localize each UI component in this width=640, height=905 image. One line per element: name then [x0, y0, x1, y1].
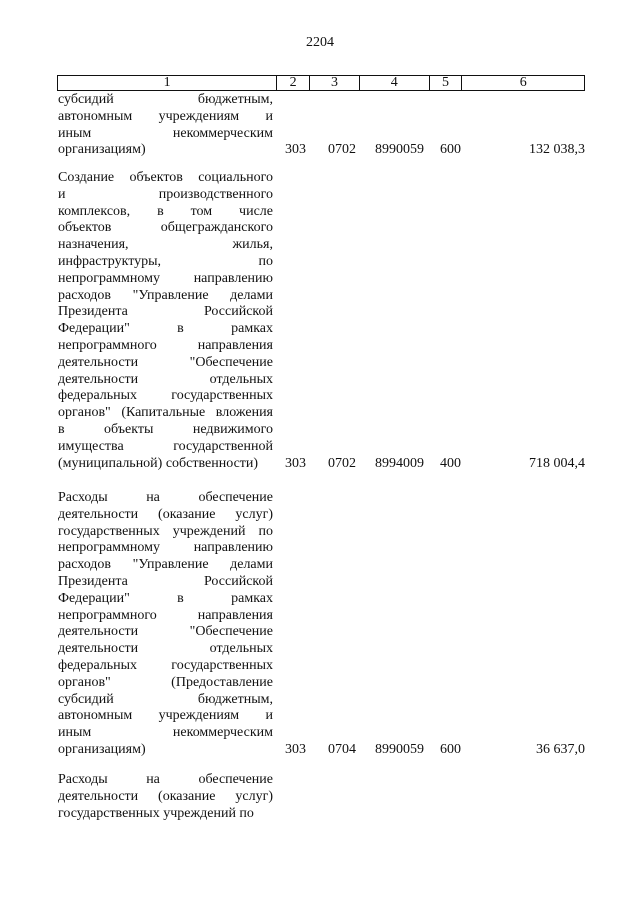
- table-row: [0, 772, 640, 822]
- row-description-line: в объекты недвижимого: [58, 422, 273, 437]
- row-description-line: деятельности (оказание услуг): [58, 788, 273, 804]
- table-row: [0, 490, 640, 759]
- row-cell-column-2: 303: [285, 742, 306, 757]
- row-description-line: автономным учреждениям и: [58, 708, 273, 724]
- row-description-line: Расходы на обеспечение: [58, 772, 273, 787]
- row-cell-column-4: 8994009: [375, 455, 424, 471]
- row-cell-column-4: 8990059: [375, 742, 424, 757]
- row-description-line: Президента Российской: [58, 304, 273, 320]
- row-description-line: Президента Российской: [58, 574, 273, 589]
- row-cell-column-2: 303: [285, 455, 306, 471]
- row-description-line: расходов "Управление делами: [58, 287, 273, 303]
- row-cell-column-3: 0702: [328, 455, 356, 471]
- row-description-line: органов" (Предоставление: [58, 674, 273, 690]
- row-description-line: субсидий бюджетным,: [58, 691, 273, 707]
- row-description-line: федеральных государственных: [58, 388, 273, 404]
- row-description-line: расходов "Управление делами: [58, 557, 273, 573]
- row-description-line: непрограммного направления: [58, 338, 273, 353]
- row-description-line: непрограммному направлению: [58, 540, 273, 556]
- header-column-5: 5: [429, 76, 462, 90]
- row-description-line: и производственного: [58, 186, 273, 202]
- row-description-line: (муниципальной) собственности): [58, 455, 259, 471]
- row-cell-column-6: 718 004,4: [529, 455, 585, 471]
- row-description-line: автономным учреждениям и: [58, 108, 273, 124]
- row-description-line: непрограммному направлению: [58, 270, 273, 286]
- row-cell-column-6: 36 637,0: [536, 742, 585, 757]
- row-description-line: имущества государственной: [58, 438, 273, 454]
- row-description-line: деятельности отдельных: [58, 641, 273, 657]
- row-cell-column-2: 303: [285, 142, 306, 158]
- row-cell-column-5: 400: [440, 455, 461, 471]
- header-column-3: 3: [309, 76, 359, 90]
- row-description-line: деятельности отдельных: [58, 371, 273, 387]
- row-cell-column-3: 0702: [328, 142, 356, 158]
- row-description-line: субсидий бюджетным,: [58, 92, 273, 107]
- header-column-1: 1: [163, 75, 171, 90]
- table-header-row: [57, 75, 585, 91]
- row-cell-column-6: 132 038,3: [529, 142, 585, 158]
- row-description-line: организациям): [58, 742, 146, 757]
- row-description-line: назначения, жилья,: [58, 237, 273, 253]
- row-description-line: деятельности "Обеспечение: [58, 354, 273, 370]
- row-description-line: государственных учреждений по: [58, 523, 273, 539]
- table-row: [0, 170, 640, 472]
- row-description-line: комплексов, в том числе: [58, 203, 273, 219]
- row-description-line: Создание объектов социального: [58, 170, 273, 185]
- table-row: [0, 92, 640, 159]
- row-description-line: инфраструктуры, по: [58, 254, 273, 269]
- row-description-line: Федерации" в рамках: [58, 321, 273, 337]
- row-description-line: деятельности "Обеспечение: [58, 624, 273, 640]
- row-cell-column-5: 600: [440, 142, 461, 158]
- row-description-line: органов" (Капитальные вложения: [58, 405, 273, 421]
- row-cell-column-5: 600: [440, 742, 461, 757]
- header-column-2: 2: [276, 76, 309, 90]
- row-cell-column-3: 0704: [328, 742, 356, 757]
- row-description-line: Расходы на обеспечение: [58, 490, 273, 505]
- row-description-line: деятельности (оказание услуг): [58, 506, 273, 522]
- header-column-6: 6: [461, 76, 584, 90]
- row-cell-column-4: 8990059: [375, 142, 424, 158]
- row-description-line: объектов общегражданского: [58, 220, 273, 236]
- row-description-line: государственных учреждений по: [58, 805, 254, 821]
- row-description-line: организациям): [58, 142, 146, 158]
- row-description-line: непрограммного направления: [58, 607, 273, 623]
- row-description-line: федеральных государственных: [58, 658, 273, 673]
- row-description-line: иным некоммерческим: [58, 725, 273, 741]
- header-column-4: 4: [359, 76, 429, 90]
- row-description-line: иным некоммерческим: [58, 125, 273, 141]
- page-number: 2204: [306, 35, 334, 50]
- row-description-line: Федерации" в рамках: [58, 590, 273, 606]
